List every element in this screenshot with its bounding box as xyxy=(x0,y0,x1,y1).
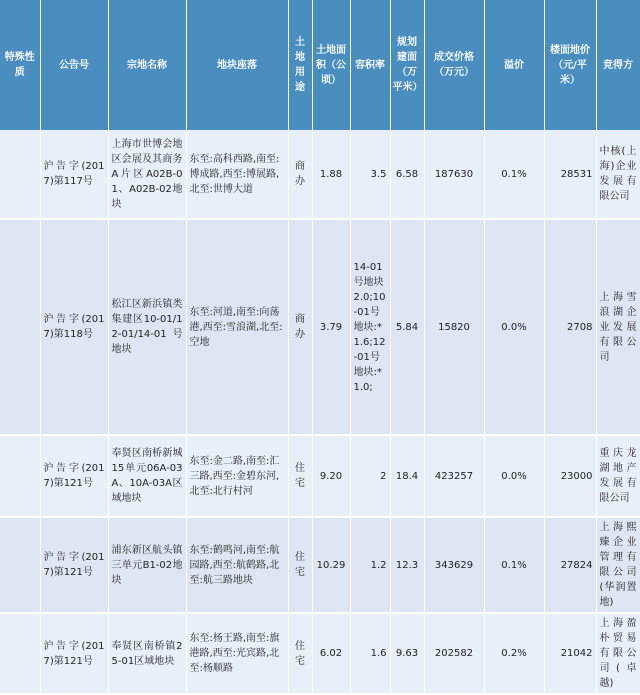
cell-floor-price: 28531 xyxy=(544,130,596,219)
cell-special-nature xyxy=(0,613,40,694)
cell-parcel-name: 奉贤区南桥镇25-01区域地块 xyxy=(108,613,186,694)
cell-floor-price: 27824 xyxy=(544,517,596,613)
header-premium-rate: 溢价 xyxy=(484,0,544,130)
header-parcel-location: 地块座落 xyxy=(186,0,288,130)
header-winning-bidder: 竞得方 xyxy=(596,0,640,130)
header-floor-area-ratio: 容积率 xyxy=(350,0,390,130)
cell-land-use: 商办 xyxy=(288,219,312,435)
header-special-nature: 特殊性质 xyxy=(0,0,40,130)
cell-parcel-name: 奉贤区南桥新城15单元06A-03A、10A-03A区域地块 xyxy=(108,435,186,517)
table-row xyxy=(0,435,640,517)
cell-premium-rate: 0.1% xyxy=(484,517,544,613)
cell-transaction-price: 202582 xyxy=(424,613,484,694)
cell-floor-area-ratio: 2 xyxy=(350,435,390,517)
cell-special-nature xyxy=(0,517,40,613)
cell-transaction-price: 187630 xyxy=(424,130,484,219)
cell-winning-bidder: 上海熙臻企业管理有限公司(华润置地) xyxy=(596,517,640,613)
cell-notice-number: 沪告字(2017)第121号 xyxy=(40,435,108,517)
table-header-row xyxy=(0,0,640,130)
cell-planned-gfa: 6.58 xyxy=(390,130,424,219)
cell-land-area: 1.88 xyxy=(312,130,350,219)
cell-floor-price: 23000 xyxy=(544,435,596,517)
cell-land-area: 6.02 xyxy=(312,613,350,694)
cell-notice-number: 沪告字(2017)第117号 xyxy=(40,130,108,219)
cell-winning-bidder: 中核(上海)企业发展有限公司 xyxy=(596,130,640,219)
cell-winning-bidder: 重庆龙湖地产发展有限公司 xyxy=(596,435,640,517)
cell-notice-number: 沪告字(2017)第121号 xyxy=(40,517,108,613)
header-parcel-name: 宗地名称 xyxy=(108,0,186,130)
cell-land-use: 住宅 xyxy=(288,435,312,517)
cell-premium-rate: 0.2% xyxy=(484,613,544,694)
table-row xyxy=(0,130,640,219)
cell-floor-area-ratio: 1.6 xyxy=(350,613,390,694)
cell-transaction-price: 423257 xyxy=(424,435,484,517)
cell-planned-gfa: 12.3 xyxy=(390,517,424,613)
header-planned-gfa: 规划建面（万平米） xyxy=(390,0,424,130)
cell-premium-rate: 0.1% xyxy=(484,130,544,219)
cell-special-nature xyxy=(0,219,40,435)
header-land-area: 土地面积（公顷） xyxy=(312,0,350,130)
cell-transaction-price: 343629 xyxy=(424,517,484,613)
header-notice-number: 公告号 xyxy=(40,0,108,130)
cell-land-use: 住宅 xyxy=(288,517,312,613)
cell-transaction-price: 15820 xyxy=(424,219,484,435)
cell-premium-rate: 0.0% xyxy=(484,435,544,517)
cell-floor-price: 2708 xyxy=(544,219,596,435)
cell-notice-number: 沪告字(2017)第118号 xyxy=(40,219,108,435)
cell-parcel-location: 东至:河道,南至:向荡港,西至:雪浪湖,北至:空地 xyxy=(186,219,288,435)
cell-parcel-location: 东至:鹤鸣河,南至:航园路,西至:航鹤路,北至:航三路地块 xyxy=(186,517,288,613)
cell-land-use: 住宅 xyxy=(288,613,312,694)
cell-floor-area-ratio: 14-01号地块2.0;10-01号地块:*1.6;12-01号地块:*1.0; xyxy=(350,219,390,435)
cell-special-nature xyxy=(0,130,40,219)
cell-parcel-name: 浦东新区航头镇三单元B1-02地块 xyxy=(108,517,186,613)
cell-floor-price: 21042 xyxy=(544,613,596,694)
cell-parcel-location: 东至:高科西路,南至:博成路,西至:博展路,北至:世博大道 xyxy=(186,130,288,219)
cell-land-use: 商办 xyxy=(288,130,312,219)
header-floor-price: 楼面地价（元/平米） xyxy=(544,0,596,130)
cell-parcel-location: 东至:金二路,南至:汇三路,西至:金碧东河,北至:北行村河 xyxy=(186,435,288,517)
cell-planned-gfa: 5.84 xyxy=(390,219,424,435)
table-row xyxy=(0,219,640,435)
cell-planned-gfa: 18.4 xyxy=(390,435,424,517)
cell-land-area: 3.79 xyxy=(312,219,350,435)
cell-land-area: 10.29 xyxy=(312,517,350,613)
cell-winning-bidder: 上海雪浪湖企业发展有限公司 xyxy=(596,219,640,435)
header-land-use: 土地用途 xyxy=(288,0,312,130)
cell-floor-area-ratio: 3.5 xyxy=(350,130,390,219)
cell-special-nature xyxy=(0,435,40,517)
header-transaction-price: 成交价格（万元） xyxy=(424,0,484,130)
cell-planned-gfa: 9.63 xyxy=(390,613,424,694)
cell-floor-area-ratio: 1.2 xyxy=(350,517,390,613)
table-row xyxy=(0,517,640,613)
table-row xyxy=(0,613,640,694)
cell-premium-rate: 0.0% xyxy=(484,219,544,435)
cell-parcel-name: 上海市世博会地区会展及其商务A片区A02B-01、A02B-02地块 xyxy=(108,130,186,219)
cell-land-area: 9.20 xyxy=(312,435,350,517)
cell-winning-bidder: 上海盈朴贸易有限公司(卓越) xyxy=(596,613,640,694)
cell-notice-number: 沪告字(2017)第121号 xyxy=(40,613,108,694)
cell-parcel-location: 东至:杨王路,南至:旗港路,西至:光宾路,北至:杨顺路 xyxy=(186,613,288,694)
cell-parcel-name: 松江区新浜镇类集建区10-01/12-01/14-01号地块 xyxy=(108,219,186,435)
